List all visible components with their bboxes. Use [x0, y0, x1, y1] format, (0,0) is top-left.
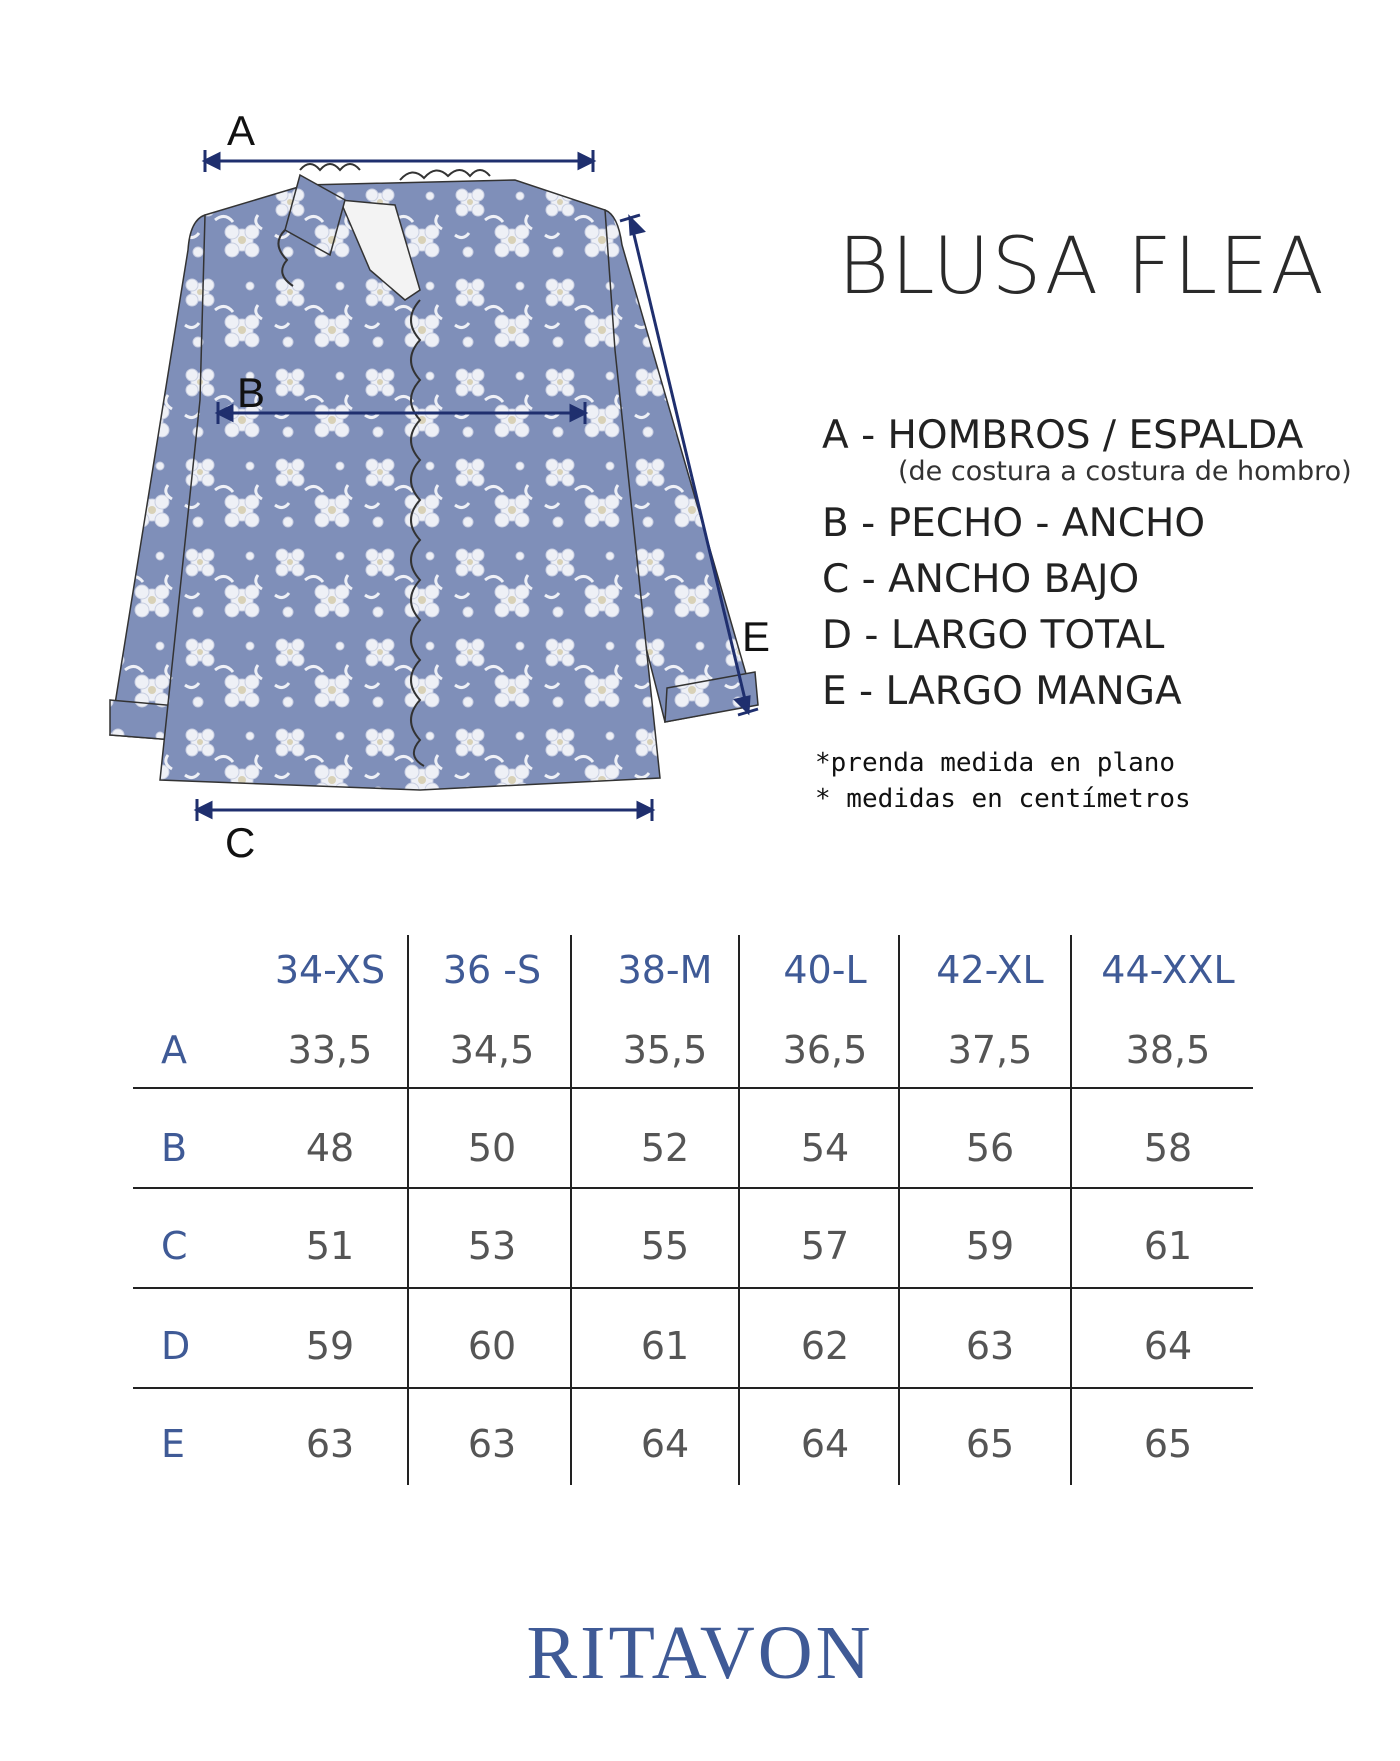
cell-d-xs: 59 — [305, 1324, 355, 1368]
cell-e-m: 64 — [640, 1422, 690, 1466]
size-header-m: 38-M — [617, 948, 713, 992]
cell-b-xs: 48 — [305, 1126, 355, 1170]
dimension-label-a: A — [227, 107, 256, 154]
legend-item-b: B - PECHO - ANCHO — [822, 501, 1206, 546]
row-label-c: C — [161, 1224, 188, 1268]
cell-b-m: 52 — [640, 1126, 690, 1170]
row-label-a: A — [161, 1028, 187, 1072]
cell-d-xxl: 64 — [1143, 1324, 1193, 1368]
legend-item-d: D - LARGO TOTAL — [822, 613, 1165, 658]
legend-item-c: C - ANCHO BAJO — [822, 557, 1140, 602]
cell-b-l: 54 — [800, 1126, 850, 1170]
cell-e-l: 64 — [800, 1422, 850, 1466]
footnote-units: * medidas en centímetros — [815, 784, 1191, 814]
footnote-flat: *prenda medida en plano — [815, 748, 1176, 778]
cell-c-m: 55 — [640, 1224, 690, 1268]
size-header-xl: 42-XL — [936, 948, 1044, 992]
cell-c-l: 57 — [800, 1224, 850, 1268]
cell-a-xxl: 38,5 — [1125, 1028, 1211, 1072]
cell-a-s: 34,5 — [449, 1028, 535, 1072]
brand-logo: RITAVON — [526, 1611, 874, 1695]
legend-item-a: A - HOMBROS / ESPALDA — [822, 413, 1304, 458]
dimension-label-b: B — [237, 369, 266, 416]
blouse-illustration — [0, 0, 800, 880]
cell-c-xl: 59 — [965, 1224, 1015, 1268]
footnotes — [815, 745, 1191, 817]
cell-b-s: 50 — [467, 1126, 517, 1170]
product-title: BLUSA FLEA — [838, 222, 1326, 312]
cell-e-xxl: 65 — [1143, 1422, 1193, 1466]
row-label-b: B — [161, 1126, 188, 1170]
row-label-d: D — [161, 1324, 191, 1368]
cell-a-xl: 37,5 — [947, 1028, 1033, 1072]
cell-a-l: 36,5 — [782, 1028, 868, 1072]
cell-b-xl: 56 — [965, 1126, 1015, 1170]
dimension-label-c: C — [225, 819, 256, 866]
cell-e-xl: 65 — [965, 1422, 1015, 1466]
cell-d-xl: 63 — [965, 1324, 1015, 1368]
size-header-l: 40-L — [783, 948, 867, 992]
size-header-s: 36 -S — [442, 948, 542, 992]
cell-a-m: 35,5 — [622, 1028, 708, 1072]
cell-d-s: 60 — [467, 1324, 517, 1368]
cell-e-xs: 63 — [305, 1422, 355, 1466]
legend-note-a: (de costura a costura de hombro) — [898, 456, 1352, 487]
size-header-xs: 34-XS — [274, 948, 386, 992]
cell-a-xs: 33,5 — [287, 1028, 373, 1072]
size-header-xxl: 44-XXL — [1101, 948, 1235, 992]
legend-item-e: E - LARGO MANGA — [822, 669, 1182, 714]
cell-e-s: 63 — [467, 1422, 517, 1466]
cell-b-xxl: 58 — [1143, 1126, 1193, 1170]
cell-d-m: 61 — [640, 1324, 690, 1368]
measurement-legend — [822, 408, 1352, 720]
row-label-e: E — [161, 1422, 186, 1466]
cell-c-s: 53 — [467, 1224, 517, 1268]
cell-c-xxl: 61 — [1143, 1224, 1193, 1268]
cell-c-xs: 51 — [305, 1224, 355, 1268]
cell-d-l: 62 — [800, 1324, 850, 1368]
dimension-label-e: E — [742, 613, 771, 660]
